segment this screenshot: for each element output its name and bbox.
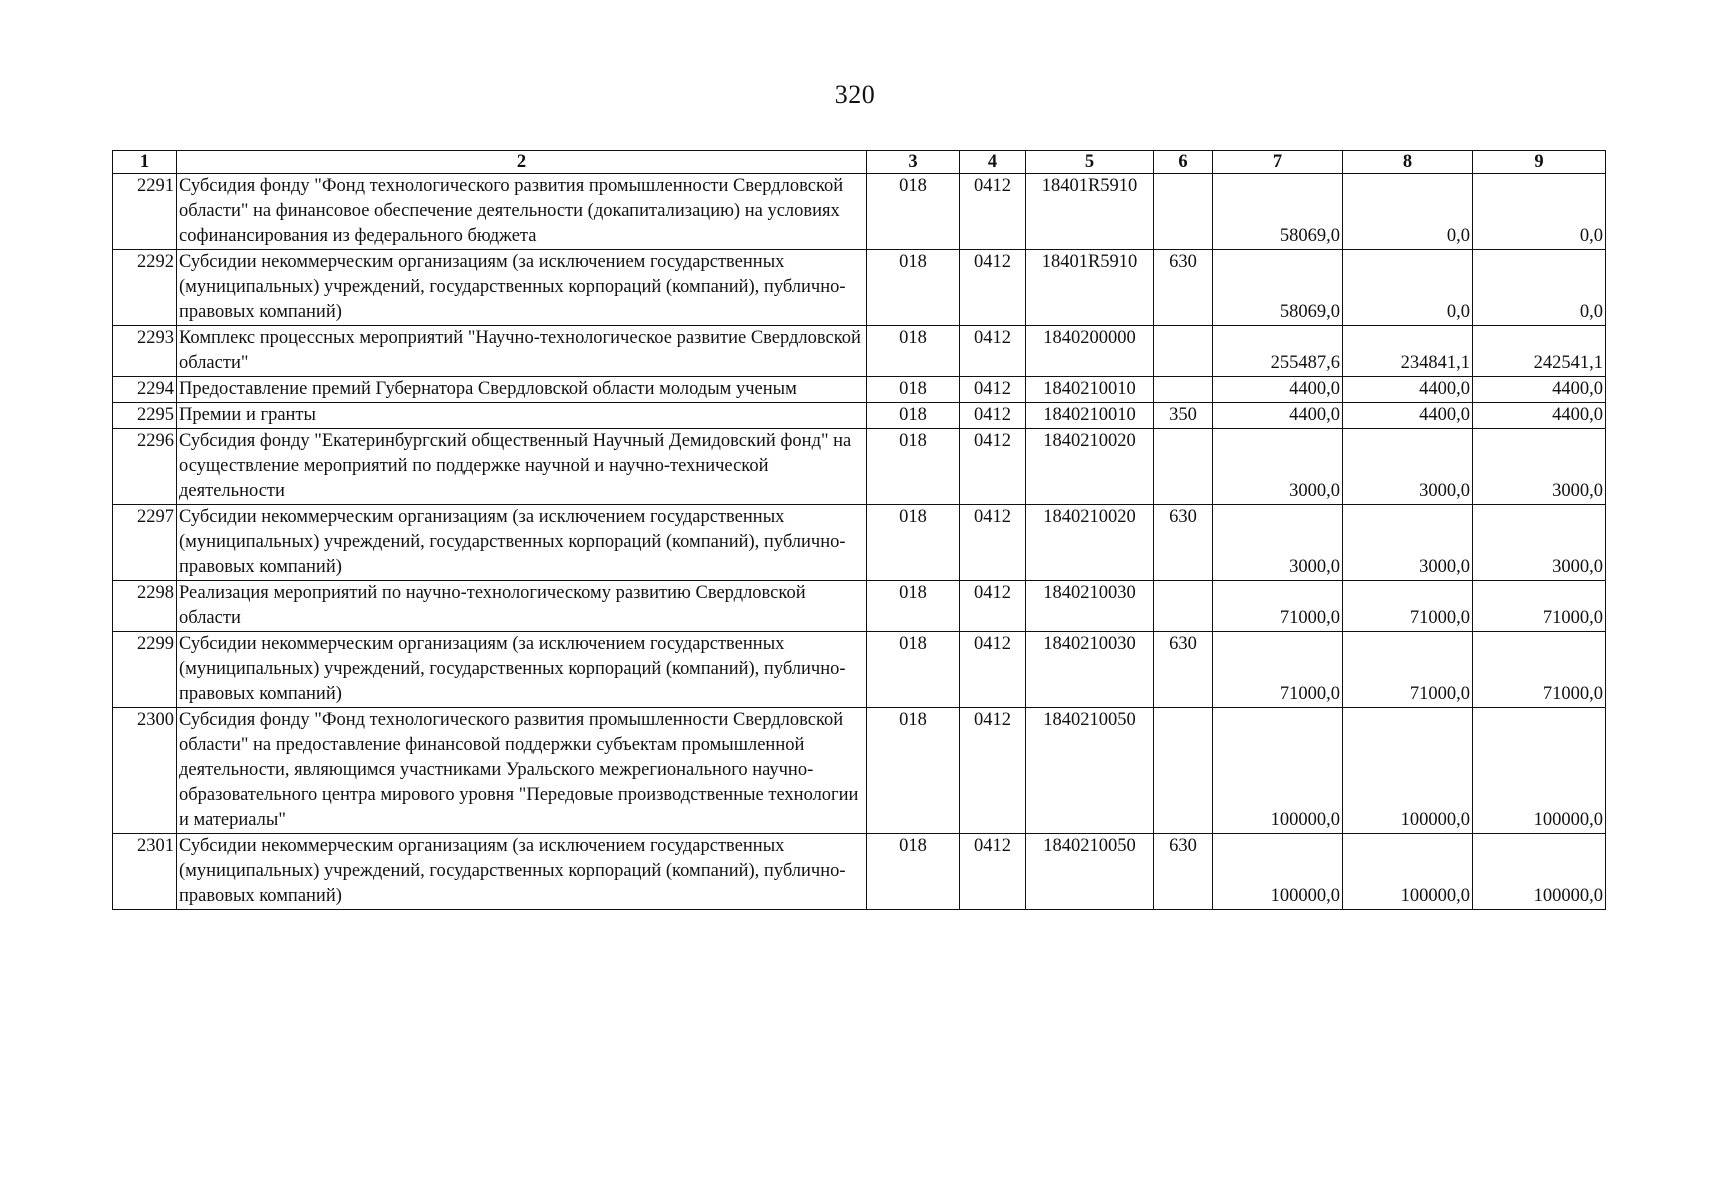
amount-col-9: 100000,0 <box>1473 834 1606 910</box>
target-code: 1840210020 <box>1026 505 1154 581</box>
table-row <box>113 326 1606 377</box>
expense-type-code: 630 <box>1154 505 1213 581</box>
table-row <box>113 403 1606 429</box>
section-code: 0412 <box>960 834 1026 910</box>
column-header-3: 3 <box>867 151 960 174</box>
amount-col-9: 0,0 <box>1473 250 1606 326</box>
ministry-code: 018 <box>867 632 960 708</box>
amount-col-9: 3000,0 <box>1473 429 1606 505</box>
table-row <box>113 505 1606 581</box>
expense-type-code: 630 <box>1154 632 1213 708</box>
expense-name: Субсидия фонду "Фонд технологического развития промышленности Свердловской области" на предоставление финансовой поддержки субъектам промышленной деятельности, являющимся участниками Уральского межрегионального научно-образовательного центра мирового уровня "Передовые производственные технологии и материалы" <box>177 708 867 834</box>
page-number: 320 <box>834 80 876 109</box>
amount-col-9: 71000,0 <box>1473 632 1606 708</box>
section-code: 0412 <box>960 326 1026 377</box>
amount-col-7: 4400,0 <box>1213 403 1343 429</box>
ministry-code: 018 <box>867 403 960 429</box>
amount-col-7: 255487,6 <box>1213 326 1343 377</box>
amount-col-9: 242541,1 <box>1473 326 1606 377</box>
amount-col-8: 0,0 <box>1343 250 1473 326</box>
column-header-9: 9 <box>1473 151 1606 174</box>
expense-type-code: 630 <box>1154 834 1213 910</box>
section-code: 0412 <box>960 632 1026 708</box>
table-row <box>113 174 1606 250</box>
expense-name: Субсидии некоммерческим организациям (за исключением государственных (муниципальных) учреждений, государственных корпораций (компаний), публично-правовых компаний) <box>177 632 867 708</box>
amount-col-8: 100000,0 <box>1343 708 1473 834</box>
table-row <box>113 632 1606 708</box>
expense-type-code: 630 <box>1154 250 1213 326</box>
expense-name: Субсидии некоммерческим организациям (за исключением государственных (муниципальных) учреждений, государственных корпораций (компаний), публично-правовых компаний) <box>177 834 867 910</box>
amount-col-7: 3000,0 <box>1213 505 1343 581</box>
amount-col-8: 4400,0 <box>1343 377 1473 403</box>
section-code: 0412 <box>960 250 1026 326</box>
ministry-code: 018 <box>867 326 960 377</box>
row-number: 2301 <box>113 834 177 910</box>
amount-col-9: 4400,0 <box>1473 377 1606 403</box>
target-code: 1840210020 <box>1026 429 1154 505</box>
table-header <box>113 151 1606 174</box>
column-header-5: 5 <box>1026 151 1154 174</box>
section-code: 0412 <box>960 708 1026 834</box>
target-code: 1840210030 <box>1026 581 1154 632</box>
row-number: 2297 <box>113 505 177 581</box>
ministry-code: 018 <box>867 174 960 250</box>
ministry-code: 018 <box>867 250 960 326</box>
row-number: 2292 <box>113 250 177 326</box>
ministry-code: 018 <box>867 377 960 403</box>
amount-col-8: 4400,0 <box>1343 403 1473 429</box>
expense-name: Субсидия фонду "Екатеринбургский общественный Научный Демидовский фонд" на осуществление мероприятий по поддержке научной и научно-технической деятельности <box>177 429 867 505</box>
amount-col-8: 0,0 <box>1343 174 1473 250</box>
amount-col-9: 4400,0 <box>1473 403 1606 429</box>
expense-type-code <box>1154 708 1213 834</box>
expense-name: Субсидии некоммерческим организациям (за исключением государственных (муниципальных) учреждений, государственных корпораций (компаний), публично-правовых компаний) <box>177 505 867 581</box>
amount-col-7: 71000,0 <box>1213 581 1343 632</box>
amount-col-7: 100000,0 <box>1213 834 1343 910</box>
expense-type-code <box>1154 429 1213 505</box>
expense-name: Реализация мероприятий по научно-технологическому развитию Свердловской области <box>177 581 867 632</box>
expense-type-code <box>1154 581 1213 632</box>
header-row <box>113 151 1606 174</box>
amount-col-8: 100000,0 <box>1343 834 1473 910</box>
ministry-code: 018 <box>867 505 960 581</box>
target-code: 1840210050 <box>1026 708 1154 834</box>
target-code: 18401R5910 <box>1026 250 1154 326</box>
section-code: 0412 <box>960 377 1026 403</box>
expense-type-code <box>1154 174 1213 250</box>
amount-col-9: 3000,0 <box>1473 505 1606 581</box>
ministry-code: 018 <box>867 581 960 632</box>
table-row <box>113 429 1606 505</box>
amount-col-8: 71000,0 <box>1343 632 1473 708</box>
expense-name: Премии и гранты <box>177 403 867 429</box>
amount-col-7: 100000,0 <box>1213 708 1343 834</box>
target-code: 1840210050 <box>1026 834 1154 910</box>
amount-col-9: 71000,0 <box>1473 581 1606 632</box>
amount-col-7: 58069,0 <box>1213 250 1343 326</box>
target-code: 1840210030 <box>1026 632 1154 708</box>
table-row <box>113 581 1606 632</box>
expense-name: Предоставление премий Губернатора Свердловской области молодым ученым <box>177 377 867 403</box>
table-row <box>113 250 1606 326</box>
budget-table <box>112 150 1606 910</box>
table-row <box>113 377 1606 403</box>
section-code: 0412 <box>960 505 1026 581</box>
row-number: 2295 <box>113 403 177 429</box>
target-code: 1840210010 <box>1026 377 1154 403</box>
target-code: 1840200000 <box>1026 326 1154 377</box>
ministry-code: 018 <box>867 834 960 910</box>
amount-col-7: 3000,0 <box>1213 429 1343 505</box>
row-number: 2296 <box>113 429 177 505</box>
expense-name: Субсидии некоммерческим организациям (за исключением государственных (муниципальных) учреждений, государственных корпораций (компаний), публично-правовых компаний) <box>177 250 867 326</box>
expense-name: Комплекс процессных мероприятий "Научно-технологическое развитие Свердловской области" <box>177 326 867 377</box>
section-code: 0412 <box>960 174 1026 250</box>
amount-col-7: 4400,0 <box>1213 377 1343 403</box>
amount-col-9: 0,0 <box>1473 174 1606 250</box>
column-header-2: 2 <box>177 151 867 174</box>
ministry-code: 018 <box>867 429 960 505</box>
amount-col-8: 71000,0 <box>1343 581 1473 632</box>
expense-name: Субсидия фонду "Фонд технологического развития промышленности Свердловской области" на финансовое обеспечение деятельности (докапитализацию) на условиях софинансирования из федерального бюджета <box>177 174 867 250</box>
ministry-code: 018 <box>867 708 960 834</box>
column-header-4: 4 <box>960 151 1026 174</box>
table-row <box>113 834 1606 910</box>
amount-col-9: 100000,0 <box>1473 708 1606 834</box>
amount-col-7: 58069,0 <box>1213 174 1343 250</box>
column-header-1: 1 <box>113 151 177 174</box>
expense-type-code <box>1154 377 1213 403</box>
target-code: 18401R5910 <box>1026 174 1154 250</box>
row-number: 2291 <box>113 174 177 250</box>
amount-col-8: 234841,1 <box>1343 326 1473 377</box>
section-code: 0412 <box>960 581 1026 632</box>
amount-col-8: 3000,0 <box>1343 505 1473 581</box>
amount-col-8: 3000,0 <box>1343 429 1473 505</box>
column-header-7: 7 <box>1213 151 1343 174</box>
amount-col-7: 71000,0 <box>1213 632 1343 708</box>
row-number: 2293 <box>113 326 177 377</box>
row-number: 2300 <box>113 708 177 834</box>
table-row <box>113 708 1606 834</box>
row-number: 2294 <box>113 377 177 403</box>
expense-type-code: 350 <box>1154 403 1213 429</box>
row-number: 2298 <box>113 581 177 632</box>
target-code: 1840210010 <box>1026 403 1154 429</box>
expense-type-code <box>1154 326 1213 377</box>
section-code: 0412 <box>960 429 1026 505</box>
row-number: 2299 <box>113 632 177 708</box>
column-header-8: 8 <box>1343 151 1473 174</box>
column-header-6: 6 <box>1154 151 1213 174</box>
section-code: 0412 <box>960 403 1026 429</box>
